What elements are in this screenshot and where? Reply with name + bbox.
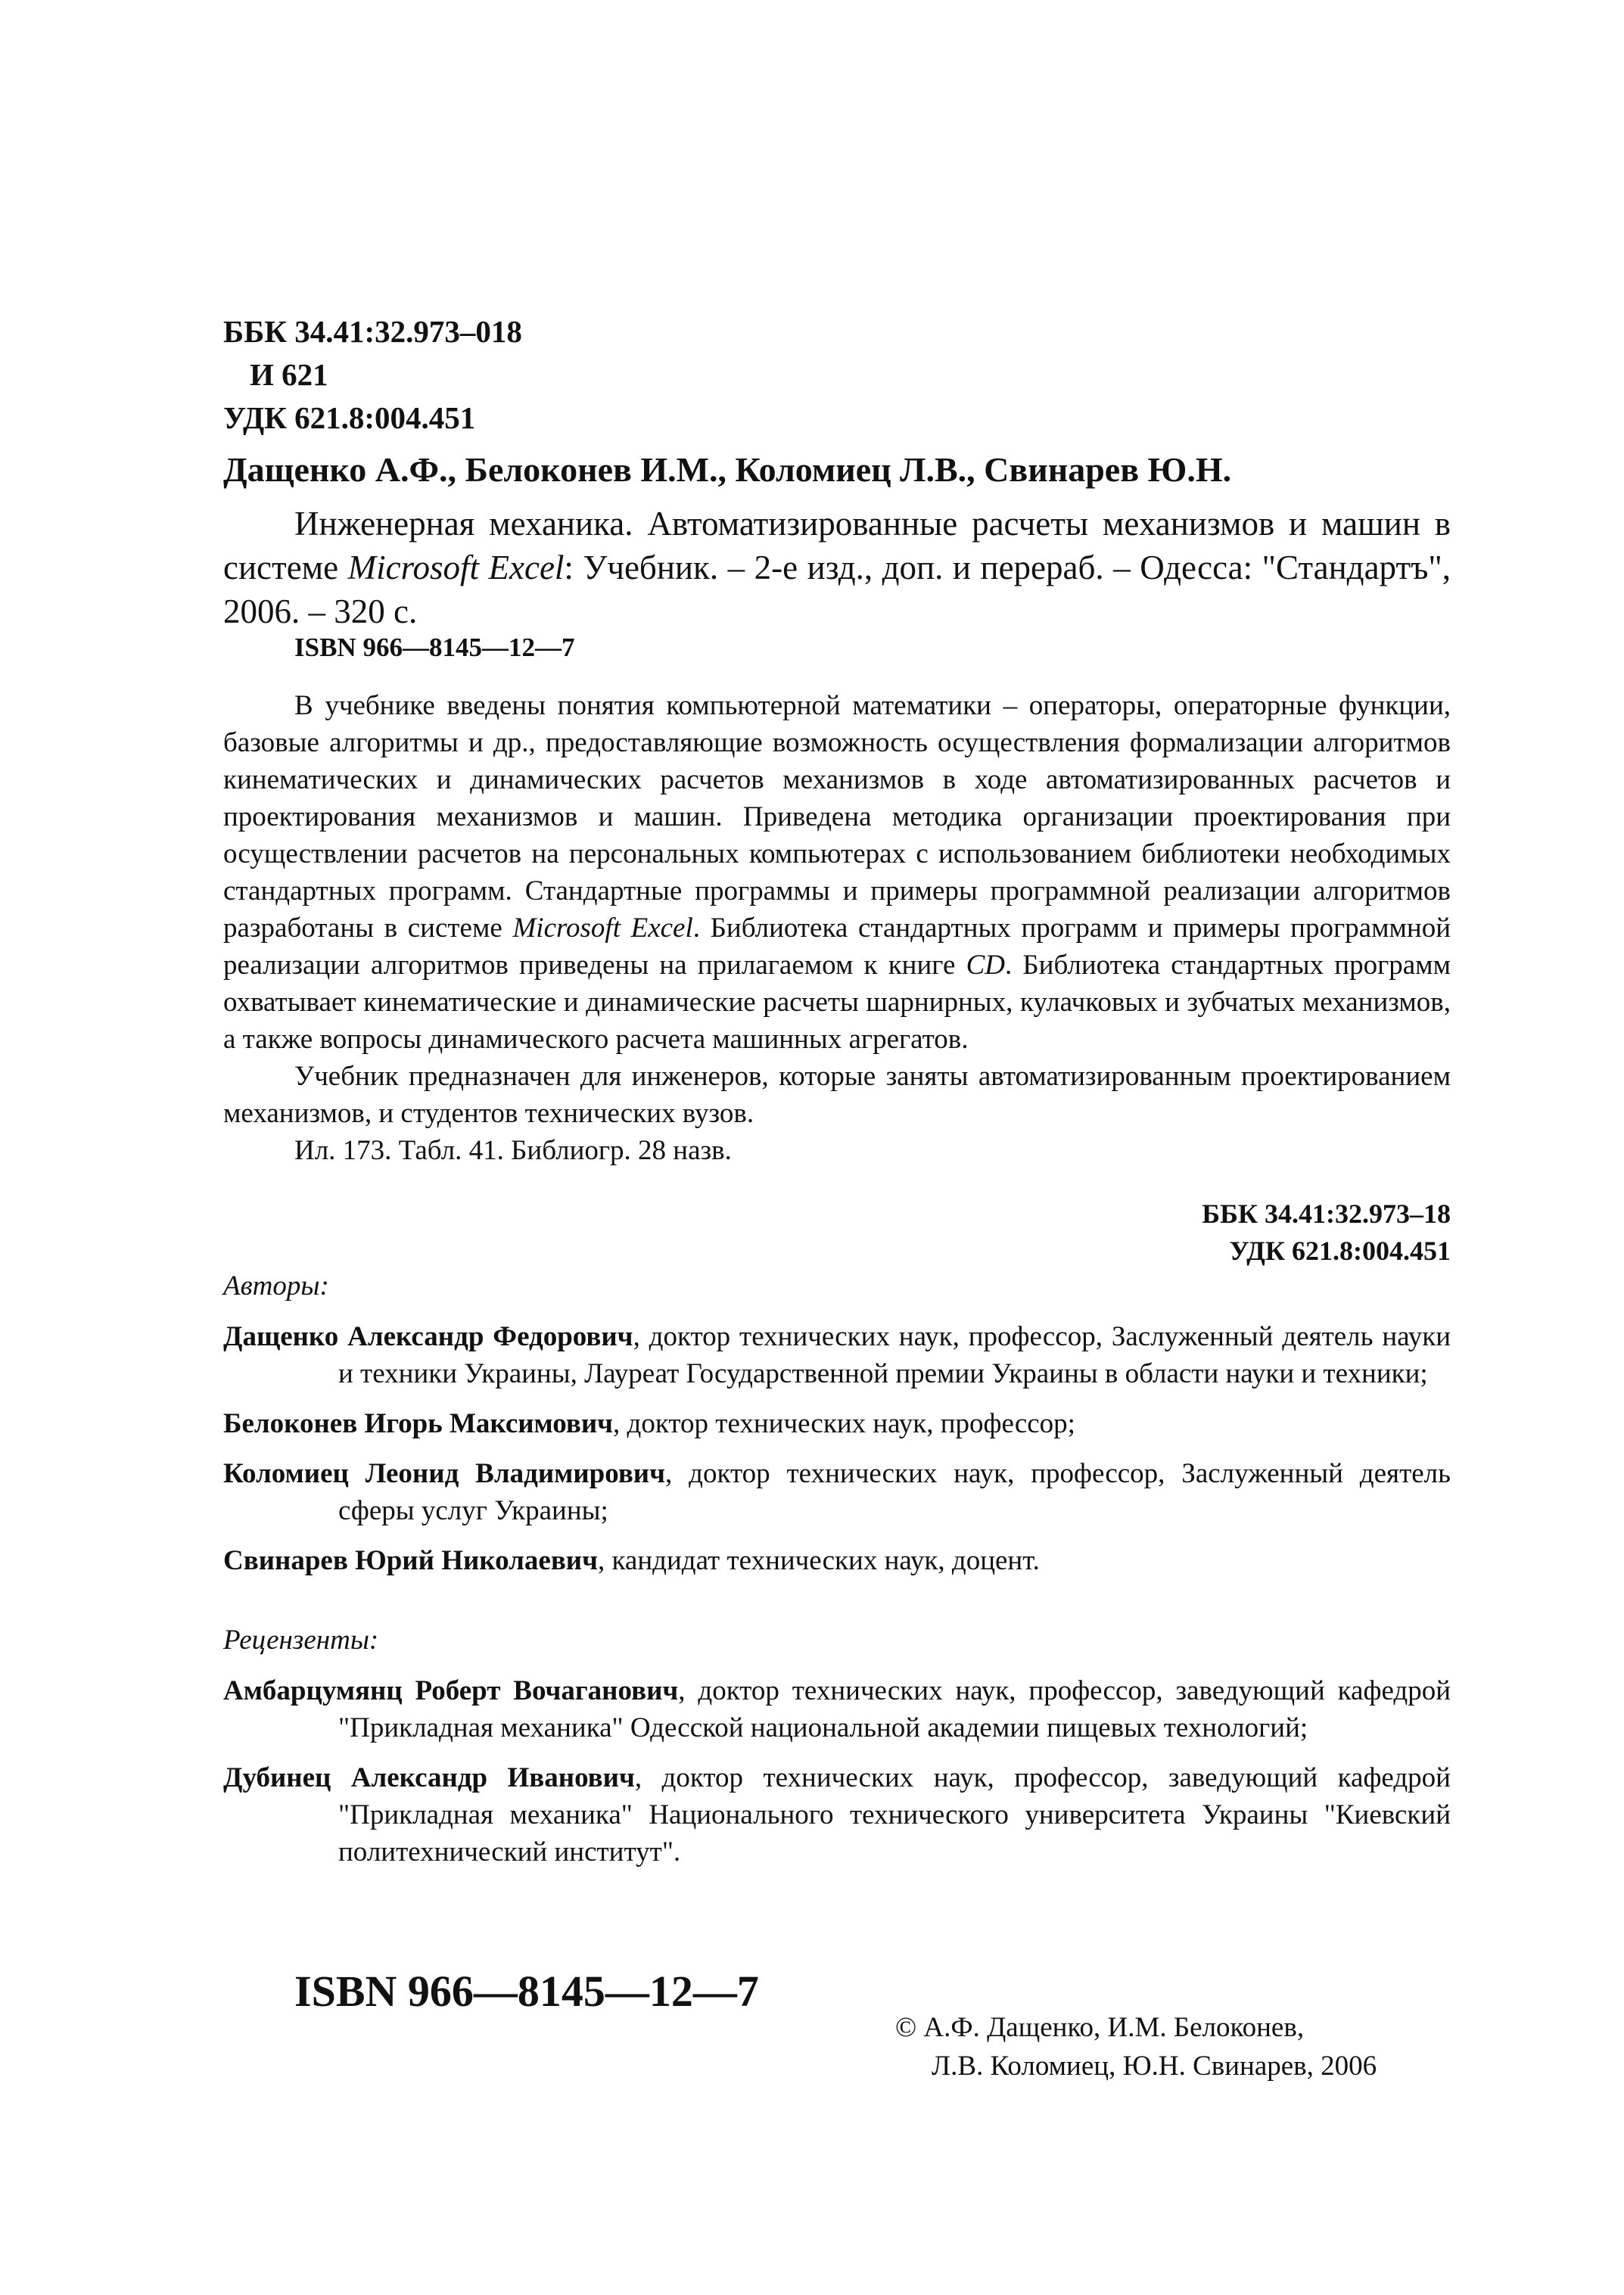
title-part-1: Инженерная механика. Автоматизированные расчеты механизмов и машин в системе — [223, 505, 1451, 586]
abstract — [223, 687, 1451, 1169]
reviewers-list — [223, 1672, 1451, 1883]
reviewer-entry — [223, 1759, 1451, 1871]
abstract-paragraph-2: Учебник предназначен для инженеров, которые заняты автоматизированным проектированием механизмов, и студентов технических вузов. — [223, 1061, 1451, 1129]
udk-code-right: УДК 621.8:004.451 — [1229, 1236, 1451, 1266]
author-entry — [223, 1318, 1451, 1392]
title-software: Microsoft Excel — [347, 549, 565, 586]
abstract-cd: CD — [966, 950, 1005, 981]
author-desc: , кандидат технических наук, доцент. — [597, 1545, 1040, 1576]
book-title — [223, 502, 1451, 633]
author-name: Дащенко Александр Федорович — [223, 1321, 633, 1352]
reviewer-desc: , доктор технических наук, профессор, заведующий кафедрой "Прикладная механика" Национального технического университета Украины "Киевский политехнический институт". — [338, 1762, 1451, 1867]
reviewer-entry — [223, 1672, 1451, 1746]
author-entry — [223, 1542, 1451, 1579]
isbn-small: ISBN 966—8145—12—7 — [294, 633, 575, 662]
copyright-notice — [895, 2008, 1377, 2085]
abstract-software: Microsoft Excel — [512, 913, 693, 944]
abstract-text-a: В учебнике введены понятия компьютерной математики – операторы, операторные функции, базовые алгоритмы и др., предоставляющие возможность осуществления формализации алгоритмов кинематических и динамических расчетов механизмов в ходе автоматизированных расчетов и проектирования механизмов и машин. Приведена методика организации проектирования при осуществлении расчетов на персональных компьютерах с использованием библиотеки необходимых стандартных программ. Стандартные программы и примеры программной реализации алгоритмов разработаны в системе — [223, 690, 1451, 944]
copyright-line-1: © А.Ф. Дащенко, И.М. Белоконев, — [895, 2012, 1305, 2043]
authors-heading: Дащенко А.Ф., Белоконев И.М., Коломиец Л.В., Свинарев Ю.Н. — [223, 450, 1232, 489]
title-part-2: : Учебник. – 2-е изд., доп. и перераб. – Одесса: "Стандартъ", 2006. – 320 с. — [223, 549, 1451, 630]
authors-list — [223, 1318, 1451, 1592]
bbk-code-right: ББК 34.41:32.973–18 — [1202, 1199, 1451, 1229]
copyright-line-2: Л.В. Коломиец, Ю.Н. Свинарев, 2006 — [932, 2051, 1377, 2082]
reviewer-name: Дубинец Александр Иванович — [223, 1762, 635, 1793]
reviewer-desc: , доктор технических наук, профессор, заведующий кафедрой "Прикладная механика" Одесской национальной академии пищевых технологий; — [338, 1675, 1451, 1743]
author-name: Белоконев Игорь Максимович — [223, 1408, 614, 1439]
classification-codes — [223, 310, 522, 440]
classification-codes-right — [1202, 1196, 1451, 1270]
reviewer-name: Амбарцумянц Роберт Вочаганович — [223, 1675, 679, 1706]
abstract-paragraph-1 — [223, 687, 1451, 1058]
abstract-text-b: . Библиотека стандартных программ и примеры программной реализации алгоритмов приведены на прилагаемом к книге — [223, 913, 1451, 981]
author-desc: , доктор технических наук, профессор; — [613, 1408, 1075, 1439]
author-name: Коломиец Леонид Владимирович — [223, 1458, 665, 1489]
author-desc: , доктор технических наук, профессор, Заслуженный деятель науки и техники Украины, Лауреат Государственной премии Украины в области науки и техники; — [338, 1321, 1451, 1389]
index-code: И 621 — [250, 357, 328, 392]
author-entry — [223, 1405, 1451, 1442]
abstract-paragraph-3: Ил. 173. Табл. 41. Библиогр. 28 назв. — [294, 1135, 732, 1166]
author-entry — [223, 1455, 1451, 1529]
author-name: Свинарев Юрий Николаевич — [223, 1545, 598, 1576]
authors-label: Авторы: — [223, 1270, 329, 1301]
udk-code: УДК 621.8:004.451 — [223, 400, 476, 435]
isbn-large: ISBN 966—8145—12—7 — [294, 1967, 759, 2016]
bbk-code: ББК 34.41:32.973–018 — [223, 314, 522, 349]
abstract-text-c: . Библиотека стандартных программ охватывает кинематические и динамические расчеты шарнирных, кулачковых и зубчатых механизмов, а также вопросы динамического расчета машинных агрегатов. — [223, 950, 1451, 1055]
author-desc: , доктор технических наук, профессор, Заслуженный деятель сферы услуг Украины; — [338, 1458, 1451, 1526]
reviewers-label: Рецензенты: — [223, 1625, 379, 1656]
